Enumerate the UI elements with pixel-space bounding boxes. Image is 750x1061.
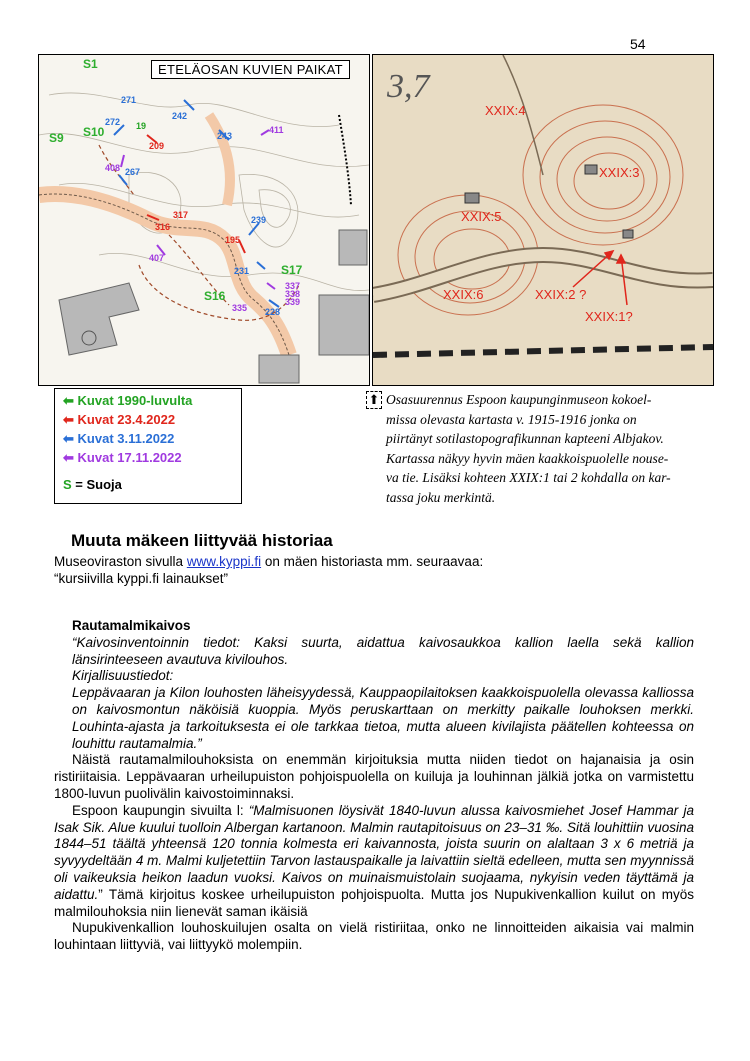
legend-item-shelter xyxy=(63,477,122,492)
quote-text: “Malmisuonen löysivät 1840-luvun alussa kaivosmiehet Josef Hammar ja Isak Sik. Alue kuului tuolloin Albergan kartanoon. Malmin rautapitoisuus on 23–31 ‰. Sitä louhittiin vuosina 1844–51 täältä yhteensä 120 tonnia kolmesta eri kaivannosta, joista suurin on alaltaan 3 x 6 metriä ja syvyydeltään 4 m. Malmi kuljetettiin Tarvon lastauspaikalle ja laivattiin sieltä edelleen, mutta sen myynnissä oli vaikeuksia heikon laadun vuoksi. Kaivos on muinaismuistolain suojaama, nykyisin veden täyttämä ja aidattu. xyxy=(54,802,694,902)
topographic-map-drawing xyxy=(39,55,369,385)
legend-label: Kuvat 1990-luvulta xyxy=(77,393,193,408)
kyppi-link[interactable]: www.kyppi.fi xyxy=(186,554,262,569)
page-number: 54 xyxy=(630,36,646,52)
photo-label: 271 xyxy=(121,95,137,105)
photo-label: 339 xyxy=(285,297,301,307)
legend-item-red xyxy=(63,412,175,428)
shelter-label: S1 xyxy=(83,57,98,71)
legend-item-purple xyxy=(63,450,182,466)
photo-label: 243 xyxy=(217,131,233,141)
photo-label: 407 xyxy=(149,253,165,263)
quote-paragraph xyxy=(72,635,694,669)
left-arrow-icon: ⬅ xyxy=(63,431,74,446)
historic-map-drawing xyxy=(373,55,713,385)
paragraph-text: ” Tämä kirjoitus koskee urheilupuiston pohjoispuolta. Mutta jos Nupukivenkallion kuilut on myös malmilouhoksia niin lienevät saman ikäisiä xyxy=(54,886,694,919)
left-arrow-icon: ⬅ xyxy=(63,450,74,465)
intro-text: Museoviraston sivulla xyxy=(54,554,187,569)
photo-label: 228 xyxy=(265,307,281,317)
legend-item-green xyxy=(63,393,192,409)
photo-label: 239 xyxy=(251,215,267,225)
paragraph: Näistä rautamalmilouhoksista on enemmän kirjoituksia mutta niiden tiedot on hajanaisia ja osin ristiriitaisia. Leppävaaran urheilupuiston pohjoispuolella on kuiluja ja louhinnan jälkiä jotka on varmistettu 1800-luvun puolivälin kaivostoiminnaksi. xyxy=(54,752,694,801)
site-label: XXIX:6 xyxy=(443,287,484,302)
photo-label: 317 xyxy=(173,210,189,220)
paragraph: Nupukivenkallion louhoskuilujen osalta on vielä ristiriitaa, onko ne linnoitteiden aikaisia vai malmin louhintaan liittyviä, vai liittyykö molempiin. xyxy=(54,920,694,953)
site-label: XXIX:4 xyxy=(485,103,526,118)
photo-label: 267 xyxy=(125,167,141,177)
caption-line: Osasuurennus Espoon kaupunginmuseon kokoel- xyxy=(386,392,652,407)
shelter-label: S17 xyxy=(281,263,303,277)
paragraph xyxy=(54,803,694,921)
shelter-label: S9 xyxy=(49,131,64,145)
photo-label: 338 xyxy=(285,289,301,299)
up-arrow-icon: ⬆ xyxy=(366,391,382,409)
southern-photo-locations-map xyxy=(38,54,370,386)
photo-label: 19 xyxy=(136,121,147,131)
shelter-letter: S xyxy=(63,477,72,492)
photo-label: 335 xyxy=(232,303,248,313)
map-title: ETELÄOSAN KUVIEN PAIKAT xyxy=(151,60,350,79)
photo-label: 231 xyxy=(234,266,250,276)
quote-text: Leppävaaran ja Kilon louhosten läheisyydessä, Kauppaopilaitoksen kaakkoispuolella olevassa kalliossa on kaivosmontun näköisiä kuoppia. Myös peruskarttaan on merkitty paikalle louhoksen merkki. Louhinta-ajasta ja tarkoituksesta ei ole tarkkaa tietoa, mutta alueen kivilajista päätellen kohteessa on louhittu rautamalmia.” xyxy=(72,685,694,751)
quote-paragraph xyxy=(72,685,694,752)
article-body xyxy=(54,618,694,954)
map-caption xyxy=(386,390,686,507)
quote-paragraph xyxy=(72,668,694,685)
subheading: Rautamalmikaivos xyxy=(72,618,191,633)
legend-label: Kuvat 17.11.2022 xyxy=(77,450,182,465)
photo-label: 408 xyxy=(105,163,121,173)
intro-text: on mäen historiasta mm. seuraavaa: xyxy=(261,554,484,569)
caption-line: piirtänyt sotilastopografikunnan kapteeni Albjakov. xyxy=(386,431,664,446)
shelter-label: S16 xyxy=(204,289,226,303)
paragraph-text: Espoon kaupungin sivuilta l: xyxy=(72,802,249,818)
quote-text: “Kaivosinventoinnin tiedot: Kaksi suurta, aidattua kaivosaukkoa kallion laella sekä kallion länsirinteeseen avautuva kivilouhos. xyxy=(72,634,694,667)
shelter-text: = Suoja xyxy=(75,477,122,492)
shelter-label: S10 xyxy=(83,125,105,139)
intro-note: “kursiivilla kyppi.fi lainaukset” xyxy=(54,571,229,586)
photo-label: 337 xyxy=(285,281,301,291)
caption-line: Kartassa näkyy hyvin mäen kaakkoispuolelle nouse- xyxy=(386,450,669,466)
legend-item-blue xyxy=(63,431,174,447)
svg-text:3,7: 3,7 xyxy=(387,68,430,105)
site-label: XXIX:3 xyxy=(599,165,640,180)
legend-label: Kuvat 23.4.2022 xyxy=(77,412,176,427)
map-legend xyxy=(54,388,242,504)
caption-line: missa olevasta kartasta v. 1915-1916 jonka on xyxy=(386,411,637,427)
legend-label: Kuvat 3.11.2022 xyxy=(77,431,175,446)
section-heading: Muuta mäkeen liittyvää historiaa xyxy=(71,531,333,550)
caption-line: va tie. Lisäksi kohteen XXIX:1 tai 2 kohdalla on kar- xyxy=(386,470,671,485)
photo-label: 316 xyxy=(155,222,171,232)
photo-label: 195 xyxy=(225,235,241,245)
caption-line: tassa joku merkintä. xyxy=(386,489,496,505)
left-arrow-icon: ⬅ xyxy=(63,393,74,408)
quote-text: Kirjallisuustiedot: xyxy=(72,668,174,684)
photo-label: 272 xyxy=(105,117,121,127)
section-intro xyxy=(54,553,694,587)
site-label: XXIX:1? xyxy=(585,309,633,324)
historic-map-1915 xyxy=(372,54,714,386)
photo-label: 242 xyxy=(172,111,188,121)
left-arrow-icon: ⬅ xyxy=(63,412,74,427)
photo-label: 209 xyxy=(149,141,165,151)
photo-label: 411 xyxy=(269,125,284,135)
site-label: XXIX:5 xyxy=(461,209,502,224)
site-label: XXIX:2 ? xyxy=(535,287,587,302)
